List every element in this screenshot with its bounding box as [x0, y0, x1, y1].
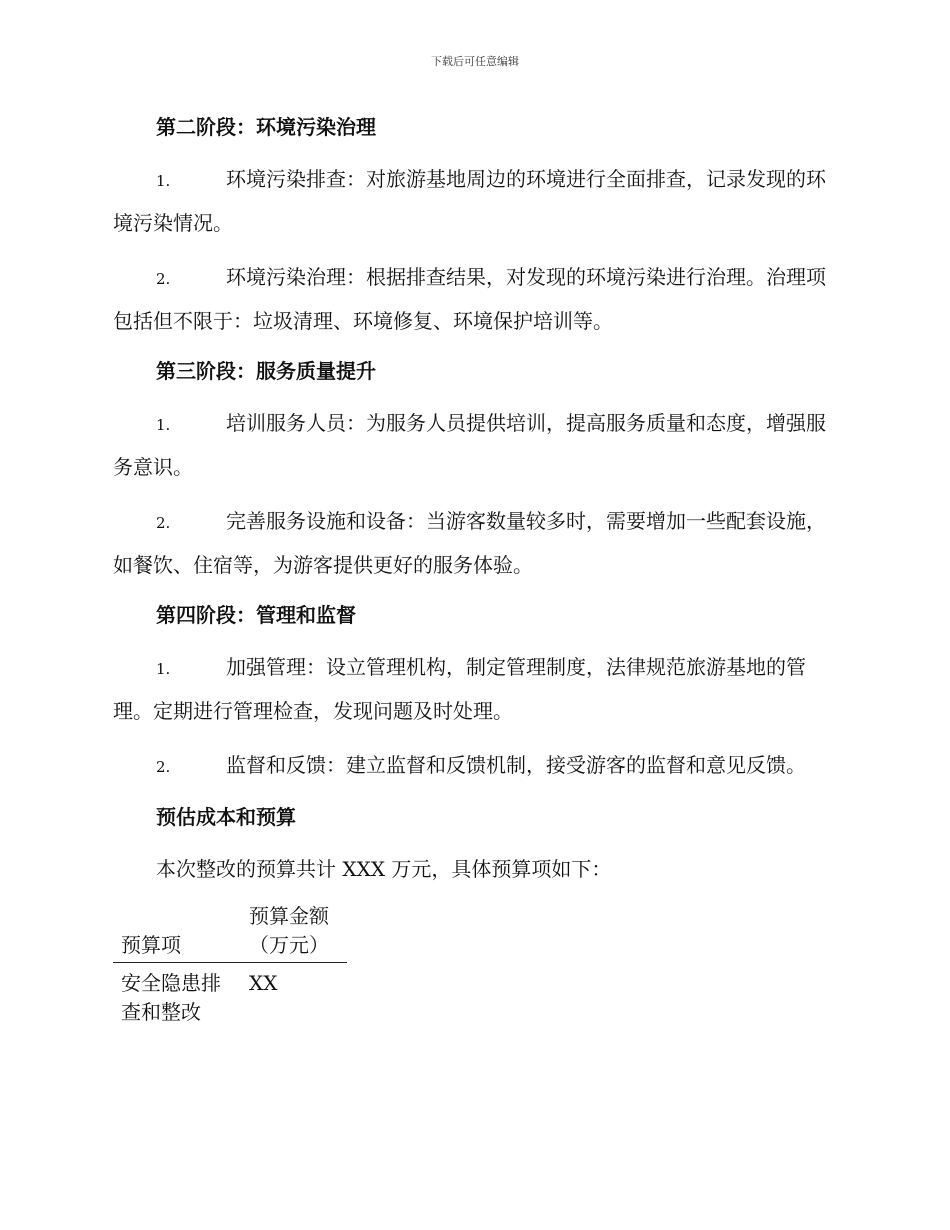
section-stage-3: [113, 354, 833, 586]
budget-intro: 本次整改的预算共计 XXX 万元，具体预算项如下：: [156, 857, 612, 881]
item-text: 培训服务人员：为服务人员提供培训，提高服务质量和态度，增强服务意识。: [113, 411, 826, 479]
item-text: 环境污染治理：根据排查结果，对发现的环境污染进行治理。治理项包括但不限于：垃圾清理、环境修复、环境保护培训等。: [113, 265, 826, 333]
list-item: [113, 744, 833, 788]
list-item: [113, 158, 833, 244]
budget-item-cell: 安全隐患排查和整改: [121, 971, 221, 1024]
item-text: 环境污染排查：对旅游基地周边的环境进行全面排查，记录发现的环境污染情况。: [113, 167, 826, 235]
item-text: 完善服务设施和设备：当游客数量较多时，需要增加一些配套设施，如餐饮、住宿等，为游客提供更好的服务体验。: [113, 509, 826, 577]
page-header: 下载后可任意编辑: [431, 55, 519, 68]
item-text: 监督和反馈：建立监督和反馈机制，接受游客的监督和意见反馈。: [226, 753, 806, 777]
item-text: 加强管理：设立管理机构，制定管理制度，法律规范旅游基地的管理。定期进行管理检查，发现问题及时处理。: [113, 655, 806, 723]
item-number: 2.: [156, 270, 171, 288]
budget-table: [113, 898, 347, 1033]
list-item: [113, 256, 833, 342]
list-item: [113, 402, 833, 488]
section-stage-4: [113, 598, 833, 788]
section-heading: 第二阶段：环境污染治理: [156, 115, 376, 139]
item-number: 1.: [156, 172, 171, 190]
table-header-row: [113, 898, 347, 963]
item-number: 2.: [156, 758, 171, 776]
section-heading: 第三阶段：服务质量提升: [156, 359, 376, 383]
item-number: 1.: [156, 660, 171, 678]
section-stage-2: [113, 110, 833, 342]
item-number: 2.: [156, 514, 171, 532]
document-body: [113, 110, 833, 1033]
section-heading: 第四阶段：管理和监督: [156, 603, 356, 627]
item-number: 1.: [156, 416, 171, 434]
column-header-amount: 预算金额（万元）: [241, 898, 347, 963]
section-heading: 预估成本和预算: [156, 805, 296, 829]
list-item: [113, 500, 833, 586]
table-row: [113, 963, 347, 1034]
section-budget: [113, 800, 833, 1033]
list-item: [113, 646, 833, 732]
budget-amount-cell: XX: [249, 971, 278, 995]
column-header-item: 预算项: [113, 898, 241, 963]
